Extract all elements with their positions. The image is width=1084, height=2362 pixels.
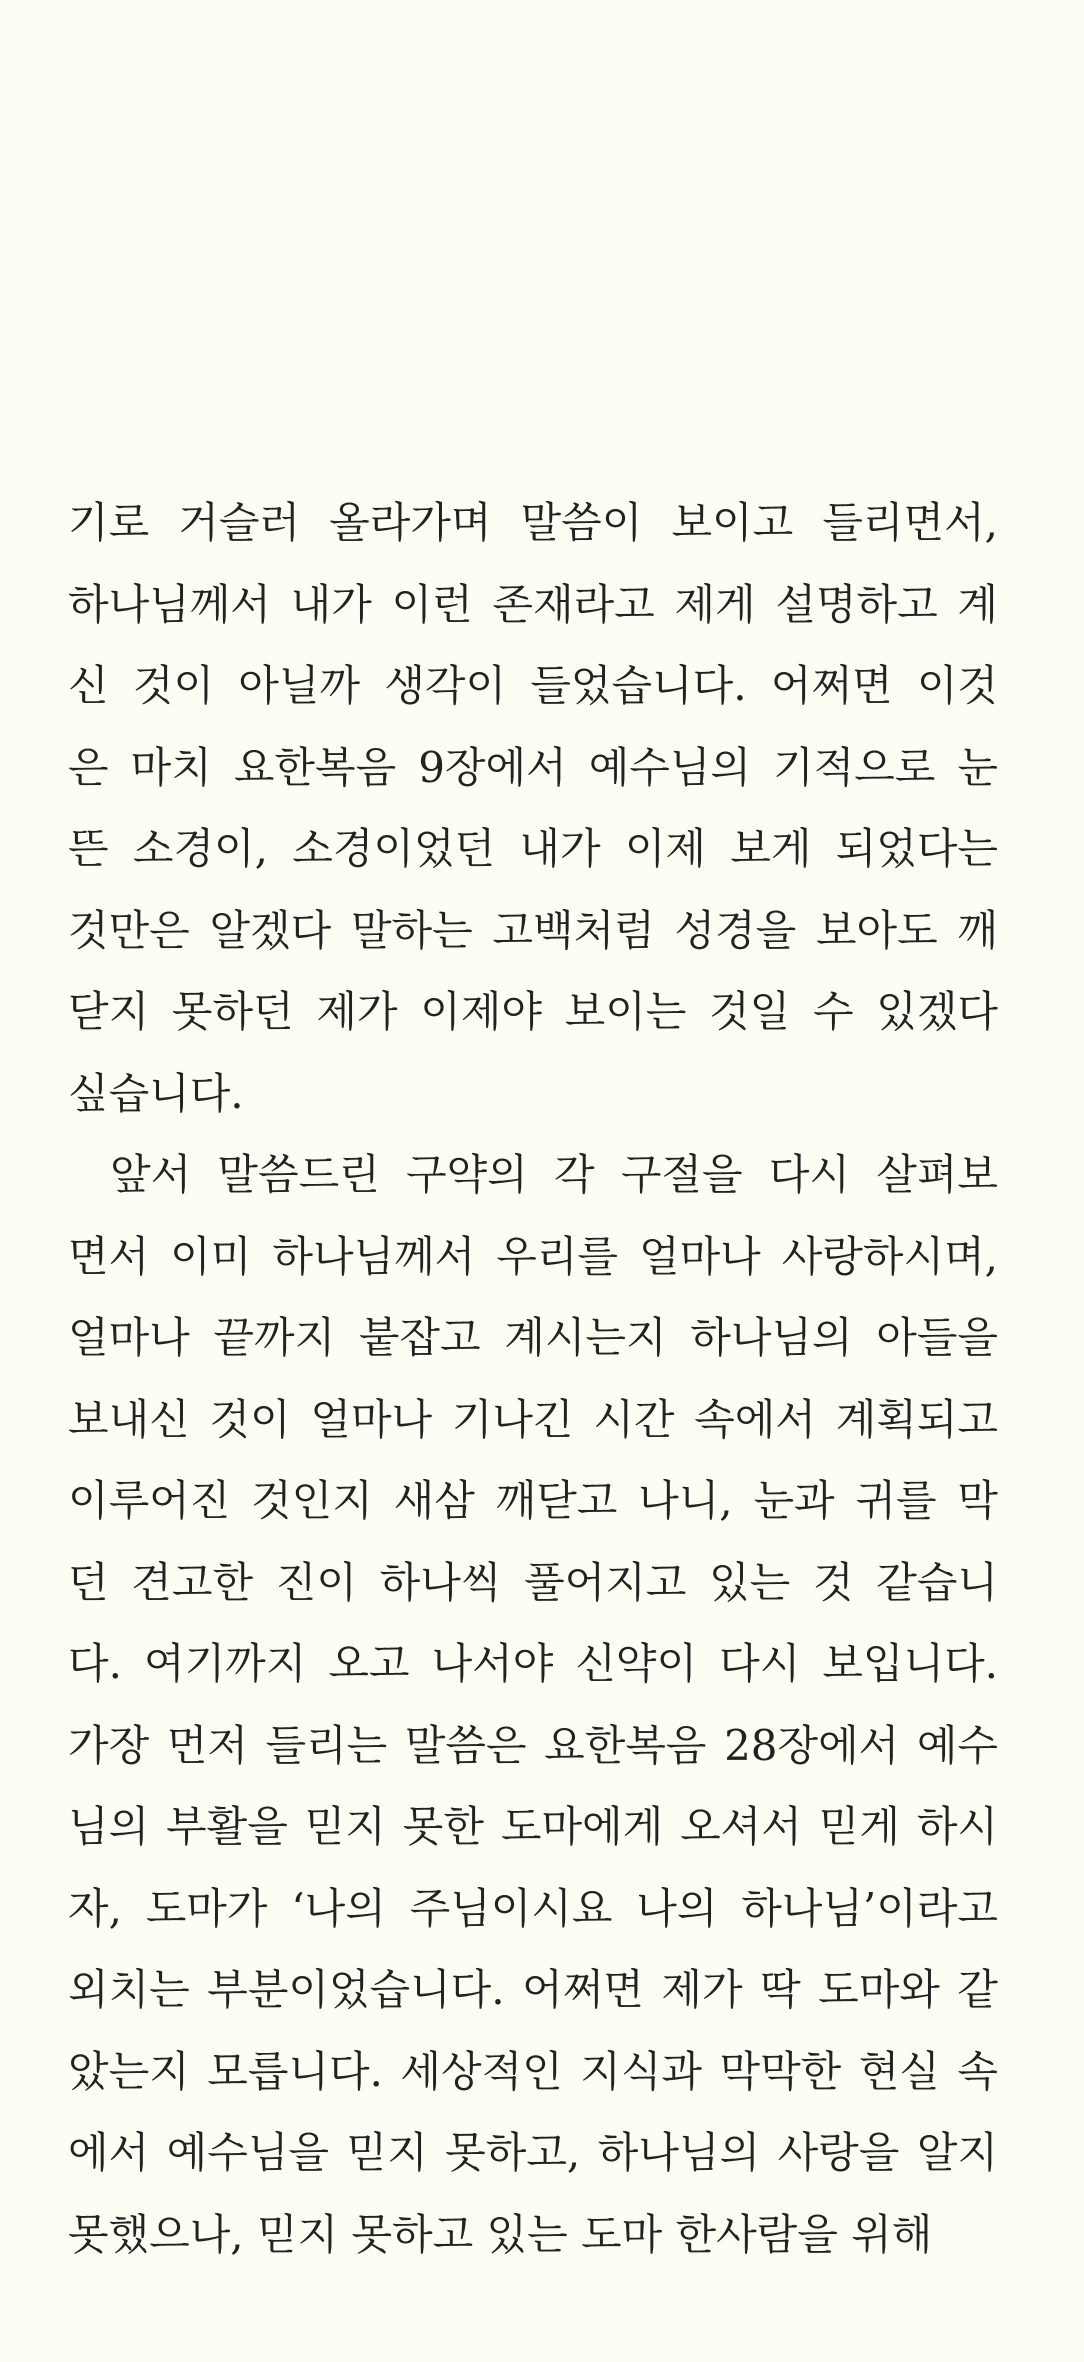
text-line: 이루어진 것인지 새삼 깨닫고 나니, 눈과 귀를 막	[68, 1476, 998, 1525]
text-line: 았는지 모릅니다. 세상적인 지식과 막막한 현실 속	[68, 2046, 998, 2096]
text-line: 기로 거슬러 올라가며 말씀이 보이고 들리면서,	[68, 498, 998, 547]
text-line: 은 마치 요한복음 9장에서 예수님의 기적으로 눈	[68, 742, 998, 792]
text-line: 님의 부활을 믿지 못한 도마에게 오셔서 믿게 하시	[68, 1802, 998, 1851]
text-line: 하나님께서 내가 이런 존재라고 제게 설명하고 계	[68, 579, 998, 629]
text-line: 던 견고한 진이 하나씩 풀어지고 있는 것 같습니	[68, 1557, 998, 1607]
text-line: 외치는 부분이었습니다. 어쩌면 제가 딱 도마와 같	[68, 1965, 998, 2014]
text-line: 앞서 말씀드린 구약의 각 구절을 다시 살펴보	[110, 1150, 998, 1199]
text-line: 못했으나, 믿지 못하고 있는 도마 한사람을 위해	[68, 2209, 933, 2259]
text-line: 닫지 못하던 제가 이제야 보이는 것일 수 있겠다	[68, 987, 998, 1036]
text-line: 싶습니다.	[68, 1068, 244, 1118]
book-text	[68, 482, 998, 2275]
text-line: 다. 여기까지 오고 나서야 신약이 다시 보입니다.	[68, 1639, 998, 1688]
text-line: 신 것이 아닐까 생각이 들었습니다. 어쩌면 이것	[68, 661, 998, 710]
text-line: 뜬 소경이, 소경이었던 내가 이제 보게 되었다는	[68, 824, 998, 873]
text-line: 가장 먼저 들리는 말씀은 요한복음 28장에서 예수	[68, 1720, 998, 1770]
text-line: 면서 이미 하나님께서 우리를 얼마나 사랑하시며,	[68, 1231, 998, 1281]
text-line: 에서 예수님을 믿지 못하고, 하나님의 사랑을 알지	[68, 2128, 998, 2177]
text-line: 자, 도마가 ‘나의 주님이시요 나의 하나님’이라고	[68, 1883, 998, 1933]
text-line: 얼마나 끝까지 붙잡고 계시는지 하나님의 아들을	[68, 1313, 998, 1362]
text-line: 보내신 것이 얼마나 기나긴 시간 속에서 계획되고	[68, 1394, 998, 1444]
text-line: 것만은 알겠다 말하는 고백처럼 성경을 보아도 깨	[68, 905, 998, 955]
